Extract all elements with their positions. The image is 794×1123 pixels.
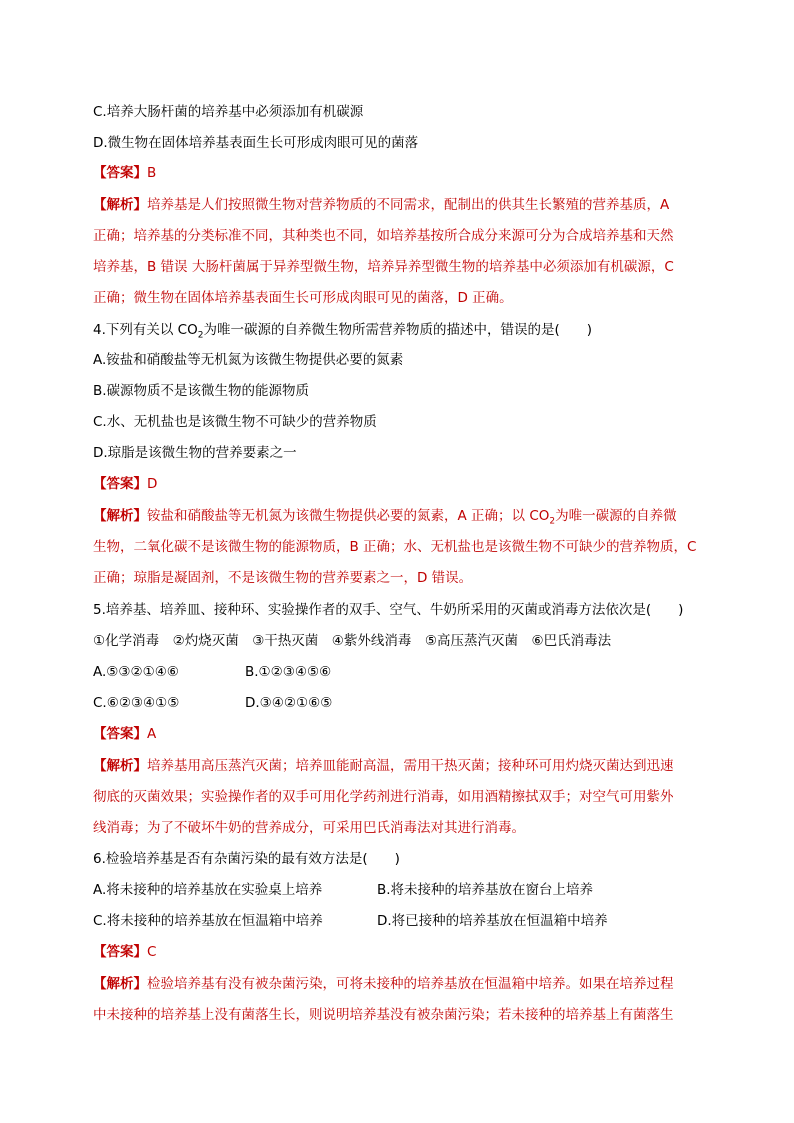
q4-answer: [93, 474, 157, 494]
q4-analysis-line-1: [93, 506, 677, 526]
answer-value: C: [147, 944, 157, 960]
answer-tag: 【答案】: [93, 726, 147, 742]
q6-option-b: B.将未接种的培养基放在窗台上培养: [377, 882, 594, 898]
analysis-text: 铵盐和硝酸盐等无机氮为该微生物提供必要的氮素，A 正确；以 CO: [147, 508, 550, 524]
analysis-sub: 2: [549, 516, 556, 527]
answer-value: D: [147, 476, 158, 492]
q4-option-c: C.水、无机盐也是该微生物不可缺少的营养物质: [93, 414, 377, 430]
q4-stem-post: 为唯一碳源的自养微生物所需营养物质的描述中，错误的是( ): [203, 322, 593, 338]
q3-analysis-line-1: [93, 195, 669, 215]
analysis-tag: 【解析】: [93, 976, 147, 992]
analysis-text: 培养基用高压蒸汽灭菌；培养皿能耐高温，需用干热灭菌；接种环可用灼烧灭菌达到迅速: [147, 758, 674, 774]
q3-analysis-line-4: 正确；微生物在固体培养基表面生长可形成肉眼可见的菌落，D 正确。: [93, 290, 513, 306]
q4-stem-sub: 2: [197, 330, 204, 341]
q5-analysis-line-2: 彻底的灭菌效果；实验操作者的双手可用化学药剂进行消毒，如用酒精擦拭双手；对空气可用紫外: [93, 789, 674, 805]
q6-option-a: A.将未接种的培养基放在实验桌上培养: [93, 882, 323, 898]
analysis-text: 检验培养基有没有被杂菌污染，可将未接种的培养基放在恒温箱中培养。如果在培养过程: [147, 976, 674, 992]
analysis-tag: 【解析】: [93, 508, 147, 524]
q4-option-d: D.琼脂是该微生物的营养要素之一: [93, 445, 297, 461]
q5-option-a: A.⑤③②①④⑥: [93, 664, 179, 680]
q3-analysis-line-2: 正确；培养基的分类标准不同，其种类也不同，如培养基按所合成分来源可分为合成培养基和天然: [93, 228, 674, 244]
q6-analysis-line-1: [93, 974, 674, 994]
q3-option-c: C.培养大肠杆菌的培养基中必须添加有机碳源: [93, 104, 364, 120]
q4-stem: [93, 320, 592, 340]
q4-analysis-line-3: 正确；琼脂是凝固剂，不是该微生物的营养要素之一，D 错误。: [93, 570, 473, 586]
q6-answer: [93, 942, 156, 962]
analysis-tag: 【解析】: [93, 758, 147, 774]
analysis-text: 培养基是人们按照微生物对营养物质的不同需求，配制出的供其生长繁殖的营养基质，A: [147, 197, 670, 213]
q4-option-b: B.碳源物质不是该微生物的能源物质: [93, 383, 310, 399]
q5-option-d: D.③④②①⑥⑤: [245, 695, 333, 711]
q3-option-d: D.微生物在固体培养基表面生长可形成肉眼可见的菌落: [93, 135, 419, 151]
q5-option-c: C.⑥②③④①⑤: [93, 695, 180, 711]
q6-options-row-1: [93, 880, 594, 900]
q6-option-c: C.将未接种的培养基放在恒温箱中培养: [93, 913, 323, 929]
q5-answer: [93, 724, 156, 744]
q4-option-a: A.铵盐和硝酸盐等无机氮为该微生物提供必要的氮素: [93, 352, 404, 368]
q5-options-row-2: [93, 693, 333, 713]
analysis-tag: 【解析】: [93, 197, 147, 213]
q3-analysis-line-3: 培养基，B 错误 大肠杆菌属于异养型微生物，培养异养型微生物的培养基中必须添加有机碳源，C: [93, 259, 674, 275]
q4-stem-pre: 4.下列有关以 CO: [93, 322, 198, 338]
answer-value: B: [147, 165, 157, 181]
q5-methods: ①化学消毒 ②灼烧灭菌 ③干热灭菌 ④紫外线消毒 ⑤高压蒸汽灭菌 ⑥巴氏消毒法: [93, 633, 612, 649]
q4-analysis-line-2: 生物，二氧化碳不是该微生物的能源物质，B 正确；水、无机盐也是该微生物不可缺少的营养物质，C: [93, 539, 697, 555]
answer-value: A: [147, 726, 157, 742]
q3-answer: [93, 163, 156, 183]
q5-options-row-1: [93, 662, 332, 682]
answer-tag: 【答案】: [93, 165, 147, 181]
answer-tag: 【答案】: [93, 944, 147, 960]
q5-option-b: B.①②③④⑤⑥: [245, 664, 332, 680]
q5-stem: 5.培养基、培养皿、接种环、实验操作者的双手、空气、牛奶所采用的灭菌或消毒方法依次是( ): [93, 602, 684, 618]
q6-option-d: D.将已接种的培养基放在恒温箱中培养: [377, 913, 608, 929]
analysis-text-post: 为唯一碳源的自养微: [555, 508, 677, 524]
q6-analysis-line-2: 中未接种的培养基上没有菌落生长，则说明培养基没有被杂菌污染；若未接种的培养基上有菌落生: [93, 1007, 674, 1023]
answer-tag: 【答案】: [93, 476, 147, 492]
q5-analysis-line-3: 线消毒；为了不破坏牛奶的营养成分，可采用巴氏消毒法对其进行消毒。: [93, 820, 525, 836]
q5-analysis-line-1: [93, 756, 674, 776]
q6-stem: 6.检验培养基是否有杂菌污染的最有效方法是( ): [93, 851, 400, 867]
q6-options-row-2: [93, 911, 608, 931]
